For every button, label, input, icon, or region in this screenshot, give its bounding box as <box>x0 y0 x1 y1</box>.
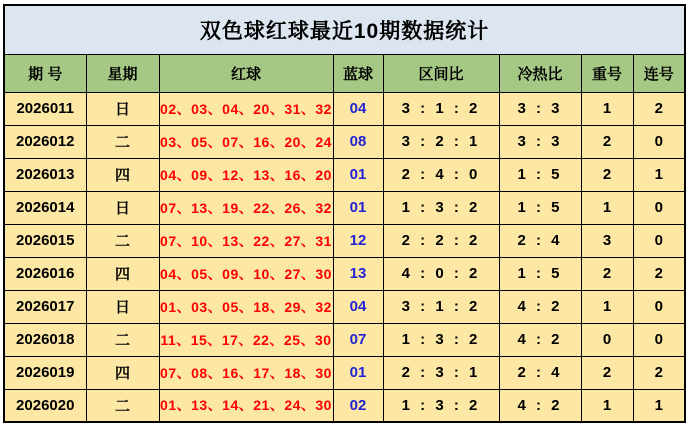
col-header-period: 期 号 <box>4 54 86 92</box>
table-row <box>4 356 685 389</box>
cell-consecutive: 2 <box>633 257 685 290</box>
cell-period: 2026016 <box>4 257 86 290</box>
cell-week: 日 <box>86 92 159 125</box>
col-header-cold-hot-ratio: 冷热比 <box>499 54 581 92</box>
title-row <box>4 5 685 54</box>
cell-blue-ball: 01 <box>333 191 383 224</box>
cell-red-balls: 04、05、09、10、27、30 <box>159 257 333 290</box>
cell-cold-hot-ratio: 1 : 5 <box>499 158 581 191</box>
cell-blue-ball: 04 <box>333 92 383 125</box>
cell-week: 二 <box>86 323 159 356</box>
cell-repeat: 1 <box>581 389 633 422</box>
cell-zone-ratio: 2 : 4 : 0 <box>383 158 499 191</box>
cell-zone-ratio: 1 : 3 : 2 <box>383 389 499 422</box>
cell-red-balls: 04、09、12、13、16、20 <box>159 158 333 191</box>
cell-period: 2026011 <box>4 92 86 125</box>
cell-blue-ball: 04 <box>333 290 383 323</box>
cell-week: 二 <box>86 389 159 422</box>
cell-consecutive: 0 <box>633 224 685 257</box>
cell-repeat: 0 <box>581 323 633 356</box>
cell-week: 二 <box>86 125 159 158</box>
header-row <box>4 54 685 92</box>
cell-consecutive: 0 <box>633 191 685 224</box>
cell-zone-ratio: 2 : 3 : 1 <box>383 356 499 389</box>
cell-repeat: 3 <box>581 224 633 257</box>
cell-repeat: 2 <box>581 158 633 191</box>
cell-blue-ball: 01 <box>333 356 383 389</box>
cell-blue-ball: 07 <box>333 323 383 356</box>
page-title: 双色球红球最近10期数据统计 <box>4 5 685 54</box>
cell-period: 2026014 <box>4 191 86 224</box>
cell-red-balls: 11、15、17、22、25、30 <box>159 323 333 356</box>
cell-zone-ratio: 3 : 1 : 2 <box>383 290 499 323</box>
cell-cold-hot-ratio: 4 : 2 <box>499 290 581 323</box>
cell-repeat: 1 <box>581 191 633 224</box>
cell-cold-hot-ratio: 4 : 2 <box>499 323 581 356</box>
cell-cold-hot-ratio: 3 : 3 <box>499 125 581 158</box>
table-row <box>4 224 685 257</box>
table-row <box>4 92 685 125</box>
cell-consecutive: 2 <box>633 356 685 389</box>
cell-week: 四 <box>86 356 159 389</box>
cell-blue-ball: 12 <box>333 224 383 257</box>
lottery-stats-table <box>3 4 686 423</box>
cell-red-balls: 01、13、14、21、24、30 <box>159 389 333 422</box>
table-row <box>4 125 685 158</box>
cell-blue-ball: 08 <box>333 125 383 158</box>
cell-repeat: 1 <box>581 92 633 125</box>
cell-blue-ball: 02 <box>333 389 383 422</box>
cell-red-balls: 07、13、19、22、26、32 <box>159 191 333 224</box>
cell-consecutive: 1 <box>633 158 685 191</box>
cell-red-balls: 07、08、16、17、18、30 <box>159 356 333 389</box>
cell-repeat: 2 <box>581 356 633 389</box>
cell-period: 2026019 <box>4 356 86 389</box>
col-header-consecutive: 连号 <box>633 54 685 92</box>
cell-cold-hot-ratio: 4 : 2 <box>499 389 581 422</box>
table-row <box>4 257 685 290</box>
cell-period: 2026012 <box>4 125 86 158</box>
cell-red-balls: 01、03、05、18、29、32 <box>159 290 333 323</box>
col-header-repeat: 重号 <box>581 54 633 92</box>
cell-week: 四 <box>86 158 159 191</box>
col-header-red-balls: 红球 <box>159 54 333 92</box>
cell-period: 2026015 <box>4 224 86 257</box>
cell-zone-ratio: 3 : 1 : 2 <box>383 92 499 125</box>
col-header-zone-ratio: 区间比 <box>383 54 499 92</box>
cell-cold-hot-ratio: 1 : 5 <box>499 191 581 224</box>
cell-week: 二 <box>86 224 159 257</box>
cell-repeat: 2 <box>581 257 633 290</box>
cell-period: 2026020 <box>4 389 86 422</box>
cell-zone-ratio: 3 : 2 : 1 <box>383 125 499 158</box>
cell-blue-ball: 01 <box>333 158 383 191</box>
table-row <box>4 389 685 422</box>
cell-week: 四 <box>86 257 159 290</box>
cell-period: 2026017 <box>4 290 86 323</box>
cell-period: 2026018 <box>4 323 86 356</box>
cell-zone-ratio: 1 : 3 : 2 <box>383 191 499 224</box>
table-row <box>4 290 685 323</box>
cell-consecutive: 0 <box>633 323 685 356</box>
cell-week: 日 <box>86 290 159 323</box>
cell-blue-ball: 13 <box>333 257 383 290</box>
cell-cold-hot-ratio: 1 : 5 <box>499 257 581 290</box>
cell-cold-hot-ratio: 2 : 4 <box>499 356 581 389</box>
cell-repeat: 1 <box>581 290 633 323</box>
cell-cold-hot-ratio: 3 : 3 <box>499 92 581 125</box>
cell-zone-ratio: 2 : 2 : 2 <box>383 224 499 257</box>
cell-consecutive: 0 <box>633 125 685 158</box>
cell-red-balls: 03、05、07、16、20、24 <box>159 125 333 158</box>
table-row <box>4 158 685 191</box>
col-header-week: 星期 <box>86 54 159 92</box>
col-header-blue-ball: 蓝球 <box>333 54 383 92</box>
cell-week: 日 <box>86 191 159 224</box>
cell-consecutive: 0 <box>633 290 685 323</box>
cell-repeat: 2 <box>581 125 633 158</box>
cell-period: 2026013 <box>4 158 86 191</box>
cell-red-balls: 02、03、04、20、31、32 <box>159 92 333 125</box>
cell-consecutive: 2 <box>633 92 685 125</box>
cell-zone-ratio: 1 : 3 : 2 <box>383 323 499 356</box>
cell-red-balls: 07、10、13、22、27、31 <box>159 224 333 257</box>
cell-consecutive: 1 <box>633 389 685 422</box>
cell-zone-ratio: 4 : 0 : 2 <box>383 257 499 290</box>
table-row <box>4 323 685 356</box>
table-row <box>4 191 685 224</box>
cell-cold-hot-ratio: 2 : 4 <box>499 224 581 257</box>
